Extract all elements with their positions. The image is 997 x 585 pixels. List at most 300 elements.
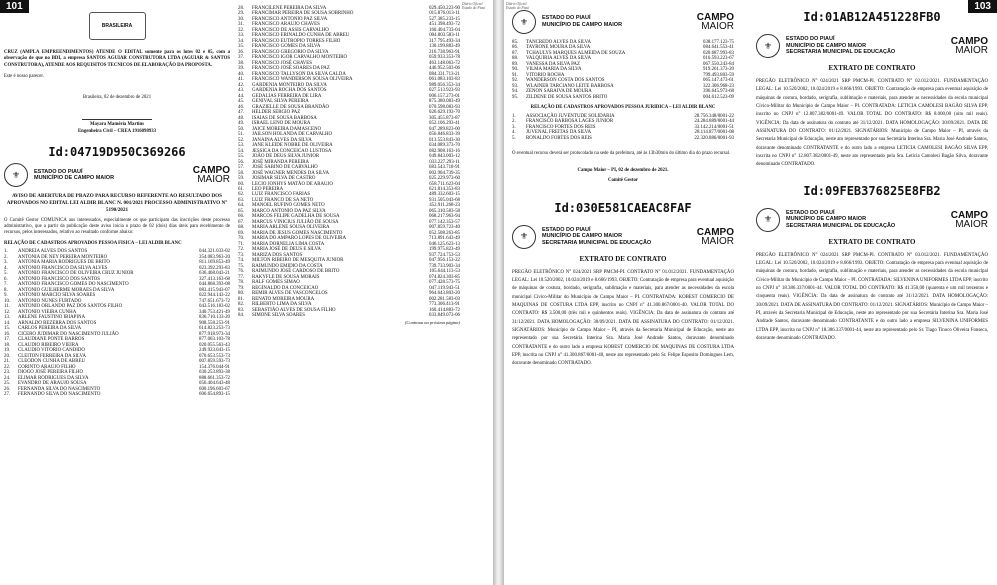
row-number: 2. [512, 119, 516, 125]
row-document: 065.147.473-61 [703, 78, 734, 84]
row-document: 047.956.153-22 [429, 258, 460, 264]
row-document: 084.641.553-41 [703, 45, 734, 51]
row-number: 28. [238, 6, 245, 11]
row-number: 73. [238, 252, 245, 258]
row-name: ANTONIO ORLANDO PAZ DOS SANTOS FILHO [18, 304, 123, 310]
logo-top: CAMPO [950, 209, 988, 221]
row-name: CORINTO ARAUJO FILHO [18, 364, 76, 370]
row-document: 052.106.293-41 [429, 121, 460, 127]
row-document: 004.803.583-11 [429, 33, 460, 39]
committee: Comitê Gestor [608, 178, 638, 184]
row-name: LECIO JONHYS MATÃO DE ARAUJO [252, 181, 333, 187]
header-line-2: MUNICÍPIO DE CAMPO MAIOR [542, 233, 623, 240]
row-number: 21. [4, 359, 11, 365]
row-number: 39. [238, 66, 245, 72]
row-document: 33.142.214/0001-51 [694, 124, 734, 130]
row-number: 16. [4, 331, 11, 337]
row-number: 77. [238, 274, 245, 280]
campo-maior-logo [951, 211, 988, 229]
row-name: ANTONIA DE NEY PEREIRA MONTEIRO [18, 254, 108, 260]
row-name: FRANCIMAR PEREIRA DE SOUSA SOBRINHO [252, 11, 354, 17]
row-number: 38. [238, 60, 245, 66]
row-document: 016.593.223-67 [703, 56, 734, 62]
row-number: 37. [238, 55, 245, 61]
row-number: 17. [4, 337, 11, 343]
header-line-2: MUNICÍPIO DE CAMPO MAIOR [542, 22, 623, 28]
row-number: 86. [512, 45, 519, 51]
contract-title: EXTRATO DE CONTRATO [828, 64, 916, 72]
row-document: 199.975.823-49 [429, 247, 460, 253]
row-document: 600.196.603-67 [199, 386, 230, 392]
municipal-header [4, 163, 230, 187]
campo-maior-logo [697, 13, 734, 31]
row-name: RALF GOMES SIMAO [252, 280, 300, 286]
row-name: MARIA DO AMPARO LOPES DE OLIVEIRA [252, 236, 346, 242]
row-number: 5. [512, 135, 516, 141]
row-document: 052.508.263-85 [429, 230, 460, 236]
row-number: 59. [238, 176, 245, 182]
education-header-text [542, 227, 651, 247]
place-date: Campo Maior – PI, 02 de dezembro de 2021. [577, 167, 669, 173]
row-document: 046.125.623-13 [429, 241, 460, 247]
row-name: REMIR ALVES DE VASCONCELOS [252, 291, 328, 297]
header-line-3: SECRETARIA MUNICIPAL DE EDUCAÇÃO [786, 222, 896, 229]
row-document: 070.653.553-73 [199, 353, 230, 359]
row-document: 059.933.353-78 [429, 55, 460, 61]
row-number: 41. [238, 77, 245, 83]
row-name: FRANCISCO GOMES DA SILVA [252, 44, 321, 50]
row-number: 88. [512, 56, 519, 62]
row-document: 022.944.143-22 [199, 293, 230, 299]
row-name: JOSÉ WAGNER MENDES DA SILVA [252, 170, 330, 176]
row-name: GARDENIA MONTEIRO DA SILVA [252, 82, 327, 88]
header-line-1: ESTADO DO PIAUÍ [34, 168, 83, 175]
row-name: FERNANDA SILVA DO NASCIMENTO [18, 386, 101, 392]
row-name: ANTONIO FRANCISCO DA SILVA ALVES [18, 265, 108, 271]
row-document: 446.952.503-06 [429, 66, 460, 72]
row-number: 40. [238, 71, 245, 77]
row-document: 452.911.268-23 [429, 203, 460, 209]
signer-name: Mayara Mamêria Martins [89, 122, 145, 128]
row-number: 79. [238, 285, 245, 291]
row-name: ANDREIA ALVES DOS SANTOS [18, 249, 88, 255]
header-line-2: MUNICÍPIO DE CAMPO MAIOR [786, 216, 867, 223]
row-name: JOSIMAR SILVA DE CASTRO [252, 176, 316, 182]
row-number: 75. [238, 263, 245, 269]
row-name: FRANCISCO ARAUJO CHAVES [252, 22, 320, 28]
row-name: TCHAULYS MARQUES ALMEIDA DE SOUZA [526, 50, 626, 56]
right-page [504, 0, 997, 585]
row-document: 056.404.643-48 [199, 381, 230, 387]
notice-intro: CRUZ (AMPLA EMPREENDIMENTOS) ATENDE O EDITAL somente para os lotes 02 e 05, com a observação de que no BDI, a empresa SANTOS AGUIAR CONSTRUTORA LTDA (AGUIAR & SANTOS CONSTRUTORA), ATENDE AOS REQUISITOS TECNICOS DE ELABORAÇÃO DA PROPOSTA. [4, 50, 230, 68]
row-document: 070.598.083-93 [429, 104, 460, 110]
row-document: 799.493.803-59 [703, 72, 734, 78]
row-number: 55. [238, 154, 245, 160]
education-header-text [786, 36, 895, 56]
row-number: 23. [4, 370, 11, 376]
education-header-text [786, 210, 895, 230]
row-name: ISRAEL LENO DE MOURA [252, 121, 311, 127]
row-document: 919.261.373-20 [703, 67, 734, 73]
logo-bottom: MAIOR [701, 21, 734, 32]
row-number: 8. [4, 287, 8, 293]
row-number: 71. [238, 241, 245, 247]
row-number: 30. [238, 16, 245, 22]
left-page [0, 0, 493, 585]
row-number: 45. [238, 99, 245, 105]
row-document: 317.795.493-34 [429, 38, 460, 44]
row-document: 489.332.603-15 [429, 192, 460, 198]
row-name: MARCUS VINICIUS JULIÃO DE SOUSA [252, 219, 339, 225]
header-line-2: MUNICÍPIO DE CAMPO MAIOR [786, 42, 867, 49]
row-name: RAIMUNDO JOSÉ CARDOSO DE BRITO [252, 269, 340, 275]
row-document: 451.398.493-72 [429, 22, 460, 28]
row-number: 35. [238, 44, 245, 50]
row-name: CLAUDIANE PONTE BARROS [18, 337, 85, 343]
row-name: MARIA JOSÉ DE DEUS E SILVA [252, 247, 321, 253]
row-document: 013.553.843-30 [429, 137, 460, 143]
row-number: 26. [4, 386, 11, 392]
row-name: JOÃO DE DEUS SILVA JUNIOR [252, 154, 320, 160]
row-document: 015.876.013-11 [429, 11, 460, 17]
row-document: 160.404.733-04 [429, 27, 460, 33]
row-number: 4. [512, 130, 516, 136]
row-number: 81. [238, 296, 245, 302]
row-document: 034.089.373-70 [429, 143, 460, 149]
row-number: 47. [238, 110, 245, 116]
row-number: 83. [238, 307, 245, 313]
notice-body: O Comitê Gestor COMUNICA aos interessados, especialmente os que participam das inscrições deste processo administrativo, que a partir da publicação deste aviso inicia o prazo de 02 (dois) dias úteis para recebimento de recursos, pelos interessados, relativo ao resultado conforme abaixo: [4, 217, 230, 236]
row-number: 34. [238, 38, 245, 44]
row-name: ANTONIO MARCIO SILVA SOARES [18, 293, 96, 299]
row-document: 044.321.033-02 [199, 249, 230, 255]
header-line-1: ESTADO DO PIAUÍ [542, 226, 591, 233]
book-gutter [493, 0, 504, 585]
row-document: 067.550.243-84 [703, 61, 734, 67]
row-document: 24.284.889/0001-44 [694, 119, 734, 125]
row-document: 077.142.353-57 [429, 219, 460, 225]
row-document: 083.415.943-07 [199, 287, 230, 293]
row-document: 747.651.673-72 [199, 298, 230, 304]
row-document: 130.199.883-49 [429, 44, 460, 50]
row-document: 739.733.903-34 [429, 263, 460, 269]
row-name: ANTONIO FRANCISCO DOS SANTOS [18, 276, 101, 282]
header-line-1: ESTADO DO PIAUÍ [786, 209, 835, 216]
row-document: 082.908.163-16 [429, 148, 460, 154]
row-name: ANTONIO VIEIRA CUNHA [18, 309, 77, 315]
list-title: RELAÇÃO DE CADASTROS APROVADOS PESSOA FISICA – LEI ALDIR BLANC [4, 240, 182, 246]
row-document: 020.055.563-43 [199, 342, 230, 348]
row-number: 43. [238, 88, 245, 94]
row-number: 31. [238, 22, 245, 28]
row-name: FRANCISCO ERINALDO CUNHA DE ABREU [252, 33, 350, 39]
row-number: 14. [4, 320, 11, 326]
row-name: FRANCISCO DE ASSIS CARVALHO [252, 27, 329, 33]
row-document: 340.753.421-49 [199, 309, 230, 315]
header-line-3: SECRETARIA MUNICIPAL DE EDUCAÇÃO [542, 239, 652, 246]
row-number: 90. [512, 67, 519, 73]
row-name: SEBASTIÃO ALVES DE SOUSA FILHO [252, 307, 336, 313]
doc-id: Id:04719D950C369266 [48, 145, 186, 160]
row-number: 22. [4, 364, 11, 370]
row-document: 989.056.353-34 [429, 82, 460, 88]
row-document: 007.859.723-40 [429, 225, 460, 231]
logo-top: CAMPO [192, 165, 230, 177]
row-document: 683.543.718-91 [429, 165, 460, 171]
row-document: 030.253.893-38 [199, 370, 230, 376]
row-document: 025.229.973-60 [429, 176, 460, 182]
row-document: 658.711.623-04 [429, 181, 460, 187]
row-number: 50. [238, 126, 245, 132]
row-document: 322.306.968-23 [703, 83, 734, 89]
row-name: GARDENIA ROCHA DOS SANTOS [252, 88, 327, 94]
row-name: RAKYFLE DE SOUSA MORAIS [252, 274, 320, 280]
row-name: CLAUDIO VITORIO CANDIDO [18, 348, 85, 354]
row-document: 038.177.123-75 [703, 40, 734, 45]
row-name: FRANCISCO JOSÉ CHAVES [252, 60, 312, 66]
row-name: ARLENE FAUSTINO IBIAPINA [18, 315, 86, 321]
row-number: 74. [238, 258, 245, 264]
row-number: 82. [238, 302, 245, 308]
header-line-2: MUNICÍPIO DE CAMPO MAIOR [34, 175, 115, 182]
row-document: 931.505.043-68 [429, 197, 460, 203]
row-name: CARLOS PEREIRA DA SILVA [18, 326, 82, 332]
notice-title: AVISO DE ABERTURA DE PRAZO PARA RECURSO REFERENTE AO RESULTADO DOS APROVADOS NO EDITAL LEI ALDIR BLANC N. 001/2021 PROCESSO ADMINISTRATIVO N° 5190/2021 [6, 193, 228, 213]
row-document: 773.306.413-91 [429, 302, 460, 308]
row-number: 29. [238, 11, 245, 17]
row-number: 1. [512, 113, 516, 119]
row-document: 068.217.963-94 [429, 214, 460, 220]
row-document: 074.824.303-85 [429, 274, 460, 280]
row-document: 047.119.943-51 [429, 285, 460, 291]
campo-maior-logo [697, 228, 734, 246]
row-number: 64. [238, 203, 245, 209]
row-document: 044.868.393-08 [199, 282, 230, 288]
row-number: 36. [238, 49, 245, 55]
list-row [4, 392, 230, 397]
row-number: 19. [4, 348, 11, 354]
row-number: 44. [238, 93, 245, 99]
approved-list-c [512, 40, 734, 100]
row-document: 023.392.293-83 [199, 265, 230, 271]
row-name: CLEODON CUNHA DE ABREU [18, 359, 85, 365]
list-row [238, 313, 460, 318]
municipal-header-text [34, 169, 114, 182]
row-name: JANAINA ALVES DA SILVA [252, 137, 312, 143]
row-name: MARCO ANTONIO DA PAZ SILVA [252, 208, 326, 214]
row-number: 95. [512, 94, 519, 100]
row-name: FRANCISCO BARBOSA LAGES JUNIOR [526, 119, 614, 125]
row-name: JAICE MOREIRA DAMASCENO [252, 126, 322, 132]
row-document: 043.516.183-02 [199, 304, 230, 310]
row-name: ZENON SARAIVA DE MOURA [526, 89, 592, 95]
row-document: 061.083.103-83 [429, 77, 460, 83]
approved-list-a [4, 249, 230, 397]
row-document: 836.710.133-20 [199, 315, 230, 321]
row-number: 48. [238, 115, 245, 121]
row-number: 25. [4, 381, 11, 387]
row-document: 047.289.823-00 [429, 126, 460, 132]
row-number: 78. [238, 280, 245, 286]
row-name: DIOGO JOSÉ PEREIRA FILHO [18, 370, 84, 376]
row-document: 875.380.083-49 [429, 99, 460, 105]
row-name: FERNANDO SILVA DO NASCIMENTO [18, 392, 101, 397]
row-name: VILMA MARIA DA SILVA [526, 67, 582, 73]
contract-title: EXTRATO DE CONTRATO [579, 254, 667, 263]
row-document: 105.644.113-53 [429, 269, 460, 275]
row-name: JAILSON HOLANDA DE CARVALHO [252, 132, 333, 138]
row-number: 6. [4, 276, 8, 282]
row-name: ANTONIO FRANCISCO DE OLIVEIRA CRUZ JUNIOR [18, 271, 134, 277]
row-name: CLEITON FERREIRA DA SILVA [18, 353, 86, 359]
row-name: MARIA DE JESUS GOMES NASCIMENTO [252, 230, 343, 236]
row-number: 66. [238, 214, 245, 220]
row-name: ANTONIO GUILHERME MORAES DA SILVA [18, 287, 115, 293]
row-number: 61. [238, 186, 245, 192]
row-name: FRANCISCO TALLYSON DA SILVA CALDA [252, 71, 346, 77]
row-document: 606.654.893-15 [199, 392, 230, 397]
row-document: 908.558.253-91 [199, 320, 230, 326]
row-name: GRAZIELLE DE SOUSA BRANDÃO [252, 104, 330, 110]
row-number: 46. [238, 104, 245, 110]
list-row [512, 136, 734, 141]
row-name: JOSÉ SABINO DE CARVALHO [252, 165, 318, 171]
row-number: 76. [238, 269, 245, 275]
row-document: 216.738.963-91 [429, 49, 460, 55]
row-name: RILBERTO LIMA DA SILVA [252, 302, 312, 308]
row-name: CLAUDIO RIBEIRO VIEIRA [18, 342, 79, 348]
row-document: 026.629.193-70 [429, 110, 460, 116]
row-name: VITORIO ROCHA [526, 72, 565, 78]
row-document: 002.904.739-35 [429, 170, 460, 176]
row-document: 527.385.233-15 [429, 16, 460, 22]
row-number: 27. [4, 392, 11, 397]
row-number: 4. [4, 265, 8, 271]
doc-id: Id:09FEB376825E8FB2 [803, 183, 941, 198]
row-name: FRANCISCO IGOR CARVALHO MONTEIRO [252, 55, 348, 61]
row-number: 15. [4, 326, 11, 332]
logo-bottom: MAIOR [197, 174, 230, 186]
row-document: 621.814.353-83 [429, 186, 460, 192]
row-name: RONALDO FORTES DOS REIS [526, 135, 592, 141]
row-document: 888.661.353-72 [199, 375, 230, 381]
row-number: 89. [512, 61, 519, 67]
row-name: MARIA DORNELIA LIMA COSTA [252, 241, 325, 247]
row-number: 3. [4, 260, 8, 266]
row-name: WLAINER TARCIANO LEITE BARBOSA [526, 83, 614, 89]
header-line-3: SECRETARIA MUNICIPAL DE EDUCAÇÃO [786, 49, 896, 56]
municipal-seal-icon: ⚜ [756, 34, 780, 58]
row-name: MILTON RIBEIRO DE MESQUITA JUNIOR [252, 258, 344, 264]
row-number: 32. [238, 27, 245, 33]
page-number-tab: 101 [0, 0, 29, 13]
row-name: HELDER SERGIO PAZ [252, 110, 301, 116]
row-document: 28.114.877/0001-08 [694, 130, 734, 136]
brasileira-logo-label: BRASILEIRA [101, 23, 133, 29]
row-name: MARIZA DOS SANTOS [252, 252, 303, 258]
campo-maior-logo [193, 166, 230, 184]
row-document: 006.157.273-01 [429, 93, 460, 99]
row-name: MANOEL RUFINO GOMES NETO [252, 203, 325, 209]
continues-note: (Continua na próxima página) [404, 319, 460, 325]
logo-bottom: MAIOR [701, 235, 734, 247]
row-number: 1. [4, 249, 8, 255]
row-name: FRANCISCO EUTROPIO TORRES FILHO [252, 38, 341, 44]
row-name: ZILDENE DE SOUSA SANTOS BRITO [526, 94, 608, 100]
municipal-header [512, 10, 734, 34]
row-number: 24. [4, 375, 11, 381]
row-name: ANTONIO NUNES FURTADO [18, 298, 82, 304]
row-document: 354.083.963-20 [199, 254, 230, 260]
row-number: 63. [238, 197, 245, 203]
row-name: LEO PEREIRA [252, 186, 284, 192]
row-document: 033.227.293-11 [429, 159, 460, 165]
row-name: EVANDRO DE ARAUJO SOUSA [18, 381, 87, 387]
row-number: 51. [238, 132, 245, 138]
row-document: 049.843.003-12 [429, 154, 460, 160]
row-document: 007.859.593-73 [199, 359, 230, 365]
header-line-1: ESTADO DO PIAUÍ [542, 15, 591, 22]
row-number: 20. [4, 353, 11, 359]
row-name: WANDERSON COSTA DOS SANTOS [526, 78, 605, 84]
row-number: 65. [238, 208, 245, 214]
row-name: JOSÉ MIRANDA PEREIRA [252, 159, 310, 165]
row-number: 58. [238, 170, 245, 176]
row-document: 614.823.253-73 [199, 326, 230, 332]
row-name: ANTONIA MARIA RODRIGUES DE BRITO [18, 260, 110, 266]
row-name: FRANCILENE PEREIRA DA SILVA [252, 6, 327, 11]
row-number: 70. [238, 236, 245, 242]
row-name: RAIMUNDO EMIDIO DA COSTA [252, 263, 323, 269]
municipal-seal-icon: ⚜ [512, 225, 536, 249]
row-document: 004.612.523-09 [703, 94, 734, 100]
education-header [756, 208, 988, 232]
logo-bottom: MAIOR [955, 45, 988, 56]
row-number: 3. [512, 124, 516, 130]
row-number: 54. [238, 148, 245, 154]
row-number: 62. [238, 192, 245, 198]
signer-role: Engenheira Civil – CREA 1916098933 [77, 128, 157, 134]
row-document: 305.455.873-87 [429, 115, 460, 121]
row-name: ASSOCIAÇÃO JUVENTUDE SOLIDARIA [526, 113, 615, 119]
row-number: 33. [238, 33, 245, 39]
signature-line [82, 119, 152, 120]
row-number: 10. [4, 298, 11, 304]
approved-list-pj [512, 114, 734, 141]
row-name: FRANCISCO JOSÉ SOARES DA PAZ [252, 66, 330, 72]
row-name: JUVENAL FREITAS DA SILVA [526, 130, 592, 136]
row-document: 964.643.803-20 [429, 291, 460, 297]
row-number: 53. [238, 143, 245, 149]
row-name: ELIMAR RODRIGUES DA SILVA [18, 375, 89, 381]
right-column-2 [756, 10, 988, 343]
municipal-seal-icon: ⚜ [756, 208, 780, 232]
row-name: JESSICA DA CONCEICAO LUSTOSA [252, 148, 332, 154]
header-line-1: ESTADO DO PIAUÍ [786, 36, 835, 43]
row-document: 033.849.073-06 [429, 313, 460, 319]
row-name: GEDALIAS FERREIRA DE LIRA [252, 93, 322, 99]
row-number: 42. [238, 82, 245, 88]
logo-top: CAMPO [950, 36, 988, 47]
right-column-1 [512, 10, 734, 369]
row-document: 22.320.886/0001-93 [694, 135, 734, 141]
row-name: LUIZ FRANCISCO FARIAS [252, 192, 311, 198]
row-document: 636.468.043-21 [199, 271, 230, 277]
municipal-seal-icon: ⚜ [4, 163, 28, 187]
row-document: 154.376.044-91 [199, 364, 230, 370]
education-header [512, 225, 734, 249]
pj-list-title: RELAÇÃO DE CADASTROS APROVADOS PESSOA JURIDICA – LEI ALDIR BLANC [530, 105, 716, 111]
